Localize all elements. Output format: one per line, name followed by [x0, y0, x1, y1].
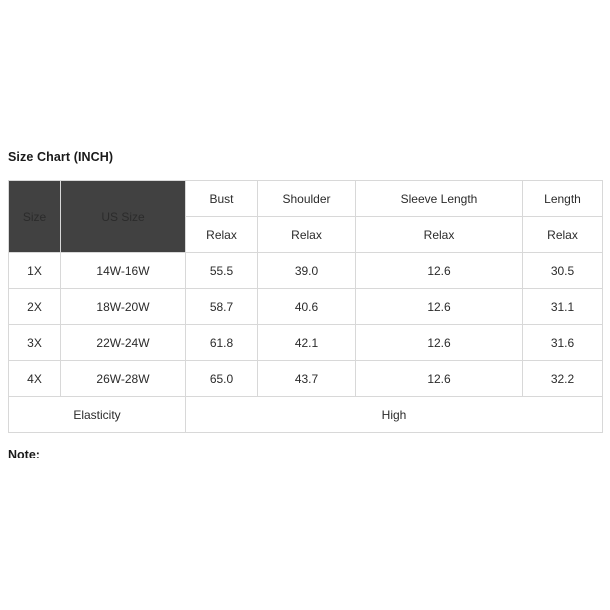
table-footer-row [9, 397, 603, 433]
table-row [9, 253, 603, 289]
table-row [9, 289, 603, 325]
cell-us-size: 22W-24W [61, 325, 186, 361]
column-header-us-size: US Size [61, 181, 186, 253]
table-row [9, 325, 603, 361]
column-header-bust: Bust [186, 181, 258, 217]
subheader-length-relax: Relax [523, 217, 603, 253]
size-chart-table [8, 180, 603, 433]
cell-shoulder: 40.6 [258, 289, 356, 325]
table-body [9, 253, 603, 433]
cell-length: 32.2 [523, 361, 603, 397]
cell-sleeve-length: 12.6 [356, 361, 523, 397]
column-header-sleeve-length: Sleeve Length [356, 181, 523, 217]
subheader-bust-relax: Relax [186, 217, 258, 253]
column-header-shoulder: Shoulder [258, 181, 356, 217]
table-header [9, 181, 603, 253]
cell-length: 30.5 [523, 253, 603, 289]
subheader-sleeve-relax: Relax [356, 217, 523, 253]
note-label: Note: [8, 448, 40, 458]
cell-bust: 58.7 [186, 289, 258, 325]
cell-sleeve-length: 12.6 [356, 253, 523, 289]
table-row [9, 361, 603, 397]
cell-size: 3X [9, 325, 61, 361]
cell-bust: 61.8 [186, 325, 258, 361]
cell-sleeve-length: 12.6 [356, 325, 523, 361]
cell-size: 4X [9, 361, 61, 397]
cell-bust: 55.5 [186, 253, 258, 289]
cell-size: 1X [9, 253, 61, 289]
cell-shoulder: 39.0 [258, 253, 356, 289]
table-header-row-primary [9, 181, 603, 217]
cell-us-size: 26W-28W [61, 361, 186, 397]
column-header-size: Size [9, 181, 61, 253]
cell-length: 31.6 [523, 325, 603, 361]
cell-sleeve-length: 12.6 [356, 289, 523, 325]
cell-bust: 65.0 [186, 361, 258, 397]
column-header-length: Length [523, 181, 603, 217]
cell-us-size: 18W-20W [61, 289, 186, 325]
cell-size: 2X [9, 289, 61, 325]
subheader-shoulder-relax: Relax [258, 217, 356, 253]
cell-elasticity-label: Elasticity [9, 397, 186, 433]
cell-shoulder: 42.1 [258, 325, 356, 361]
page-title: Size Chart (INCH) [8, 150, 114, 164]
cell-elasticity-value: High [186, 397, 603, 433]
cell-length: 31.1 [523, 289, 603, 325]
cell-shoulder: 43.7 [258, 361, 356, 397]
cell-us-size: 14W-16W [61, 253, 186, 289]
